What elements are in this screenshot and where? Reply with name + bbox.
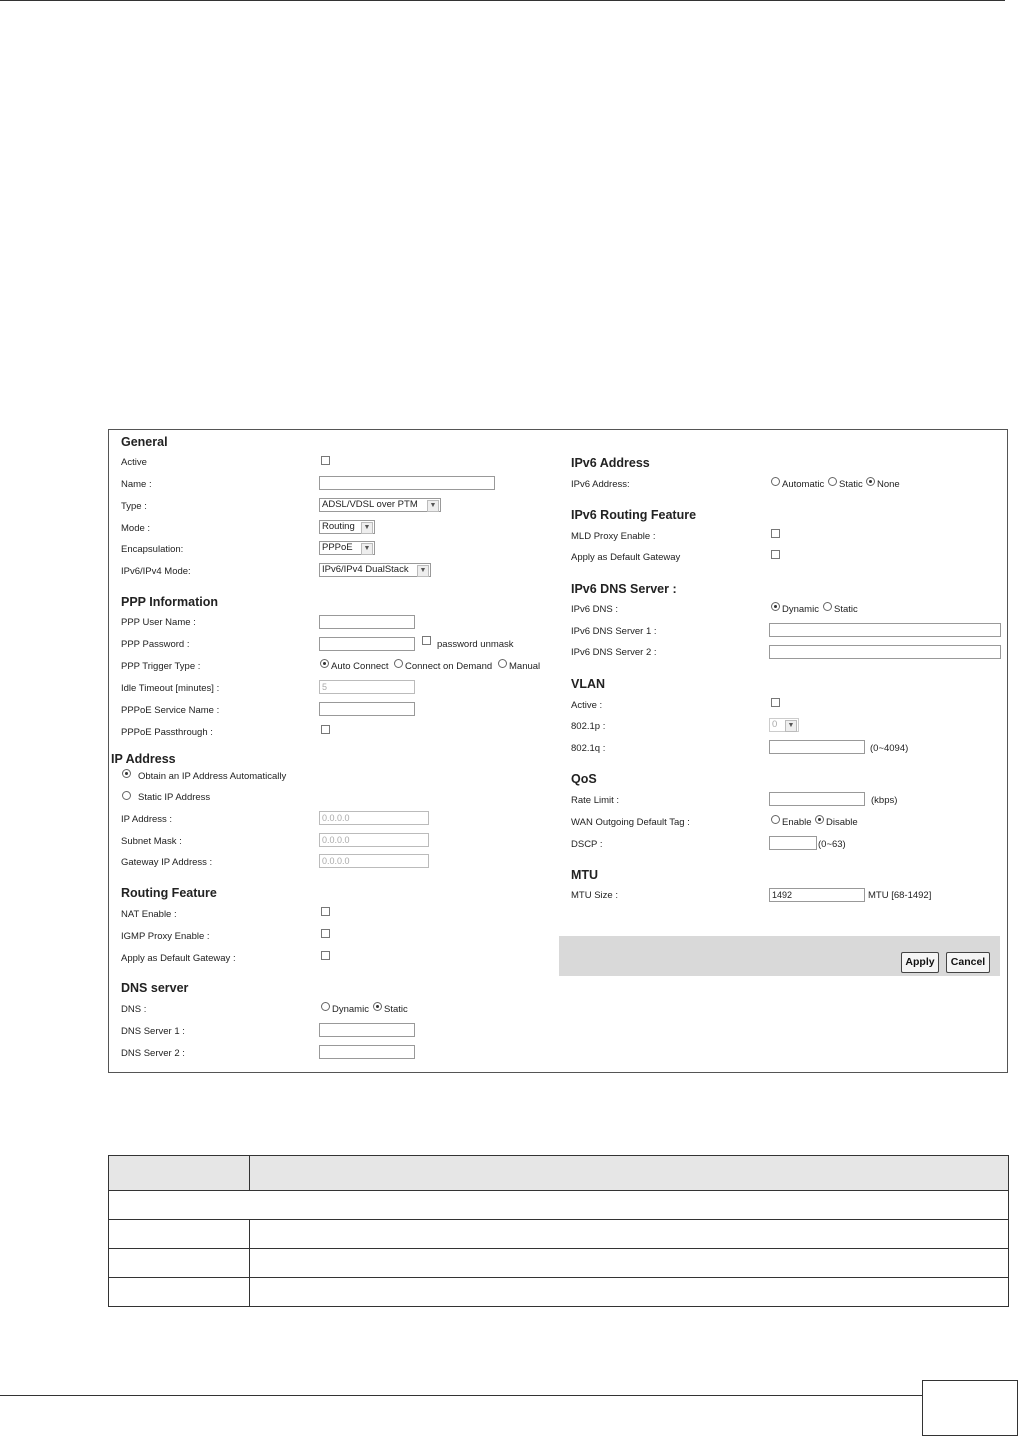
ipv6-dns-title: IPv6 DNS Server : <box>571 582 677 596</box>
subnet-mask-input[interactable]: 0.0.0.0 <box>319 833 429 847</box>
dns-server1-label: DNS Server 1 : <box>121 1026 185 1037</box>
obtain-auto-radio[interactable] <box>122 769 131 778</box>
static-ip-label: Static IP Address <box>138 792 211 803</box>
8021q-label: 802.1q : <box>571 743 606 754</box>
dns-server2-input[interactable] <box>319 1045 415 1059</box>
header-rule <box>0 0 1005 1</box>
ipv6-dns-dynamic-radio[interactable] <box>771 602 780 611</box>
table-row <box>109 1278 1009 1307</box>
ipv6-default-gateway-checkbox[interactable] <box>771 550 780 559</box>
encapsulation-select[interactable] <box>319 541 375 555</box>
dns-dynamic-radio[interactable] <box>321 1002 330 1011</box>
table-row <box>109 1191 1009 1220</box>
dns-label: DNS : <box>121 1004 147 1015</box>
ipv6-auto-radio[interactable] <box>771 477 780 486</box>
ipv6-address-label: IPv6 Address: <box>571 479 630 490</box>
rate-limit-input[interactable] <box>769 792 865 806</box>
active-checkbox[interactable] <box>321 456 330 465</box>
table-cell <box>109 1220 250 1249</box>
cancel-button[interactable]: Cancel <box>946 952 990 973</box>
mld-proxy-label: MLD Proxy Enable : <box>571 531 656 542</box>
dns-server2-label: DNS Server 2 : <box>121 1048 185 1059</box>
default-gateway-label: Apply as Default Gateway : <box>121 953 236 964</box>
dscp-label: DSCP : <box>571 839 603 850</box>
ppp-trigger-label: PPP Trigger Type : <box>121 661 201 672</box>
rate-limit-label: Rate Limit : <box>571 795 620 806</box>
table-header-row <box>109 1156 1009 1191</box>
ipv6-dns-server2-input[interactable] <box>769 645 1001 659</box>
table-cell <box>109 1191 1009 1220</box>
wan-tag-disable-radio[interactable] <box>815 815 824 824</box>
pppoe-service-label: PPPoE Service Name : <box>121 705 220 716</box>
chevron-down-icon: ▼ <box>417 565 429 577</box>
chevron-down-icon: ▼ <box>361 522 373 534</box>
ipv6-routing-title: IPv6 Routing Feature <box>571 508 697 522</box>
password-unmask-label: password unmask <box>437 639 514 650</box>
ppp-user-input[interactable] <box>319 615 415 629</box>
trigger-manual-label: Manual <box>509 661 541 672</box>
ip-mode-select[interactable] <box>319 563 431 577</box>
mode-label: Mode : <box>121 523 151 534</box>
qos-title: QoS <box>571 772 597 786</box>
button-bar <box>559 936 1000 976</box>
8021p-select[interactable] <box>769 718 799 732</box>
ipv6-static-label: Static <box>839 479 863 490</box>
ip-address-label: IP Address : <box>121 814 173 825</box>
trigger-auto-radio[interactable] <box>320 659 329 668</box>
gateway-ip-label: Gateway IP Address : <box>121 857 213 868</box>
8021q-input[interactable] <box>769 740 865 754</box>
ipv6-none-label: None <box>877 479 900 490</box>
ppp-user-label: PPP User Name : <box>121 617 196 628</box>
mode-value: Routing <box>322 521 355 532</box>
vlan-active-label: Active : <box>571 700 603 711</box>
ipv6-static-radio[interactable] <box>828 477 837 486</box>
apply-button[interactable]: Apply <box>901 952 939 973</box>
trigger-auto-label: Auto Connect <box>331 661 389 672</box>
chevron-down-icon: ▼ <box>361 543 373 555</box>
chevron-down-icon: ▼ <box>427 500 439 512</box>
dns-static-label: Static <box>384 1004 408 1015</box>
trigger-manual-radio[interactable] <box>498 659 507 668</box>
vlan-title: VLAN <box>571 677 606 691</box>
mtu-size-label: MTU Size : <box>571 890 618 901</box>
ipv6-dns-server2-label: IPv6 DNS Server 2 : <box>571 647 657 658</box>
idle-timeout-input[interactable]: 5 <box>319 680 415 694</box>
footer-rule <box>0 1395 922 1396</box>
ipv6-dns-server1-input[interactable] <box>769 623 1001 637</box>
8021q-hint: (0~4094) <box>870 743 909 754</box>
password-unmask-checkbox[interactable] <box>422 636 431 645</box>
name-input[interactable] <box>319 476 495 490</box>
table-header-cell <box>109 1156 250 1191</box>
dns-server1-input[interactable] <box>319 1023 415 1037</box>
ip-address-title: IP Address <box>111 752 176 766</box>
trigger-demand-label: Connect on Demand <box>405 661 493 672</box>
mtu-size-hint: MTU [68-1492] <box>868 890 932 901</box>
pppoe-passthrough-checkbox[interactable] <box>321 725 330 734</box>
ppp-password-label: PPP Password : <box>121 639 190 650</box>
dns-dynamic-label: Dynamic <box>332 1004 369 1015</box>
table-row <box>109 1220 1009 1249</box>
dscp-hint: (0~63) <box>818 839 846 850</box>
trigger-demand-radio[interactable] <box>394 659 403 668</box>
wan-tag-enable-label: Enable <box>782 817 812 828</box>
encapsulation-label: Encapsulation: <box>121 544 184 555</box>
ipv6-dns-dynamic-label: Dynamic <box>782 604 819 615</box>
igmp-label: IGMP Proxy Enable : <box>121 931 210 942</box>
routing-title: Routing Feature <box>121 886 217 900</box>
table-row <box>109 1249 1009 1278</box>
description-table <box>108 1155 1009 1307</box>
subnet-mask-label: Subnet Mask : <box>121 836 182 847</box>
dscp-input[interactable] <box>769 836 817 850</box>
mode-select[interactable] <box>319 520 375 534</box>
page-number-box <box>922 1380 1018 1436</box>
wan-tag-disable-label: Disable <box>826 817 858 828</box>
ip-mode-value: IPv6/IPv4 DualStack <box>322 564 409 575</box>
dns-title: DNS server <box>121 981 189 995</box>
default-gateway-checkbox[interactable] <box>321 951 330 960</box>
ipv6-dns-server1-label: IPv6 DNS Server 1 : <box>571 626 657 637</box>
wan-edit-screen <box>108 429 1008 1073</box>
8021p-label: 802.1p : <box>571 721 606 732</box>
name-label: Name : <box>121 479 152 490</box>
table-cell <box>250 1220 1009 1249</box>
type-select[interactable] <box>319 498 441 512</box>
wan-tag-enable-radio[interactable] <box>771 815 780 824</box>
ipv6-dns-label: IPv6 DNS : <box>571 604 618 615</box>
static-ip-radio[interactable] <box>122 791 131 800</box>
pppoe-service-input[interactable] <box>319 702 415 716</box>
table-cell <box>109 1249 250 1278</box>
pppoe-passthrough-label: PPPoE Passthrough : <box>121 727 213 738</box>
dns-static-radio[interactable] <box>373 1002 382 1011</box>
type-value: ADSL/VDSL over PTM <box>322 499 418 510</box>
ipv6-address-title: IPv6 Address <box>571 456 650 470</box>
mtu-size-input[interactable]: 1492 <box>769 888 865 902</box>
idle-timeout-label: Idle Timeout [minutes] : <box>121 683 220 694</box>
mld-proxy-checkbox[interactable] <box>771 529 780 538</box>
ip-address-input[interactable]: 0.0.0.0 <box>319 811 429 825</box>
vlan-active-checkbox[interactable] <box>771 698 780 707</box>
ipv6-dns-static-label: Static <box>834 604 858 615</box>
ipv6-auto-label: Automatic <box>782 479 825 490</box>
ipv6-default-gateway-label: Apply as Default Gateway <box>571 552 681 563</box>
table-header-cell <box>250 1156 1009 1191</box>
encapsulation-value: PPPoE <box>322 542 353 553</box>
ppp-password-input[interactable] <box>319 637 415 651</box>
table-cell <box>109 1278 250 1307</box>
general-title: General <box>121 435 168 449</box>
wan-tag-label: WAN Outgoing Default Tag : <box>571 817 690 828</box>
nat-label: NAT Enable : <box>121 909 177 920</box>
table-cell <box>250 1249 1009 1278</box>
table-cell <box>250 1278 1009 1307</box>
mtu-title: MTU <box>571 868 599 882</box>
ip-mode-label: IPv6/IPv4 Mode: <box>121 566 191 577</box>
ipv6-dns-static-radio[interactable] <box>823 602 832 611</box>
type-label: Type : <box>121 501 147 512</box>
chevron-down-icon: ▼ <box>785 720 797 732</box>
igmp-checkbox[interactable] <box>321 929 330 938</box>
gateway-ip-input[interactable]: 0.0.0.0 <box>319 854 429 868</box>
ipv6-none-radio[interactable] <box>866 477 875 486</box>
active-label: Active <box>121 457 147 468</box>
8021p-value: 0 <box>772 719 778 730</box>
obtain-auto-label: Obtain an IP Address Automatically <box>138 771 287 782</box>
rate-limit-unit: (kbps) <box>871 795 898 806</box>
ppp-title: PPP Information <box>121 595 219 609</box>
nat-checkbox[interactable] <box>321 907 330 916</box>
